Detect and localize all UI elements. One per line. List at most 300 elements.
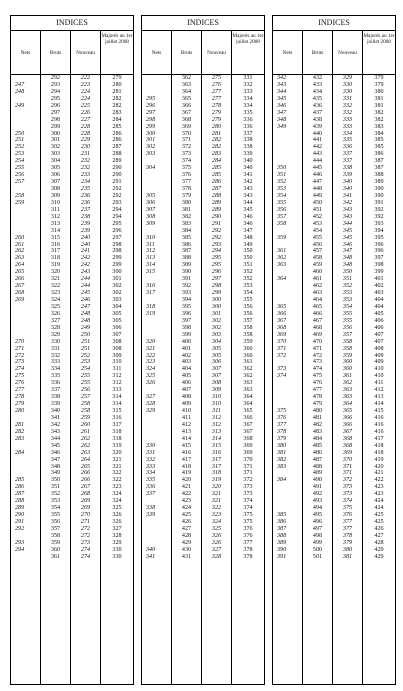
table-cell: 347 — [342, 248, 353, 255]
table-cell: 420 — [374, 463, 384, 470]
table-cell: 435 — [312, 95, 323, 102]
header-nouveau: Nouveau — [71, 31, 101, 74]
table-cell: 368 — [342, 435, 353, 442]
table-cell: 328 — [146, 401, 156, 408]
table-cell: 293 — [211, 241, 222, 248]
table-cell: 258 — [80, 408, 91, 414]
table-cell: 462 — [312, 283, 323, 290]
table-cell: 249 — [15, 102, 25, 109]
table-cell — [142, 75, 171, 82]
table-cell: 390 — [374, 192, 384, 199]
table-cell: 390 — [181, 269, 192, 276]
table-cell: 337 — [50, 387, 61, 394]
table-cell: 293 — [112, 199, 122, 206]
table-cell: 329 — [112, 539, 122, 546]
table-cell: 382 — [277, 456, 287, 463]
table-cell: 356 — [50, 519, 61, 525]
table-cell: 232 — [80, 165, 91, 172]
table-cell: 237 — [80, 206, 91, 213]
table-cell: 428 — [181, 532, 192, 539]
table-cell — [273, 359, 302, 366]
table-cell: 305 — [50, 165, 61, 172]
table-cell: 319 — [50, 262, 61, 269]
table-cell: 368 — [277, 324, 287, 331]
table-cell: 433 — [312, 81, 323, 88]
table-cell: 469 — [312, 331, 323, 338]
table-cell: 248 — [80, 310, 91, 317]
table-cell: 456 — [312, 241, 323, 248]
table-cell: 318 — [112, 428, 122, 435]
table-cell: 342 — [243, 179, 253, 186]
table-cell: 258 — [80, 401, 91, 408]
table-cell: 358 — [342, 345, 353, 352]
indices-table-group-1 — [10, 15, 134, 685]
table-cell — [273, 505, 302, 512]
table-cell: 299 — [112, 255, 122, 262]
table-cell: 399 — [181, 331, 192, 338]
table-cell: 409 — [374, 352, 384, 359]
table-cell: 346 — [243, 213, 253, 220]
table-cell: 324 — [112, 498, 122, 505]
table-cell: 330 — [112, 553, 122, 560]
table-cell: 471 — [312, 345, 323, 352]
table-cell: 294 — [112, 213, 122, 220]
table-cell: 302 — [50, 144, 61, 151]
table-body — [142, 75, 264, 685]
table-cell: 297 — [112, 234, 122, 241]
table-cell: 295 — [211, 255, 222, 262]
table-cell: 352 — [243, 269, 253, 276]
table-cell: 292 — [50, 75, 61, 81]
table-cell: 344 — [342, 220, 353, 227]
table-cell: 302 — [112, 290, 122, 297]
column-nets — [11, 75, 41, 685]
table-cell: 265 — [15, 269, 25, 276]
table-cell: 265 — [80, 463, 91, 470]
table-cell — [273, 491, 302, 498]
table-cell: 293 — [50, 81, 61, 88]
table-cell: 300 — [50, 130, 61, 137]
table-cell: 324 — [50, 297, 61, 303]
table-cell: 297 — [146, 109, 156, 116]
table-cell: 227 — [80, 116, 91, 123]
table-cell: 470 — [312, 338, 323, 345]
table-cell: 407 — [374, 338, 384, 345]
table-cell: 407 — [181, 387, 192, 394]
table-cell: 346 — [342, 241, 353, 248]
table-cell: 259 — [15, 199, 25, 206]
table-cell: 395 — [374, 234, 384, 241]
table-cell: 443 — [312, 151, 323, 158]
table-cell: 292 — [112, 186, 122, 192]
table-cell: 358 — [50, 532, 61, 539]
table-cell: 385 — [374, 144, 384, 151]
table-cell: 273 — [80, 539, 91, 546]
table-cell: 289 — [211, 199, 222, 206]
table-cell: 281 — [15, 421, 25, 428]
table-cell: 302 — [211, 317, 222, 324]
table-cell: 371 — [342, 463, 353, 470]
table-cell — [142, 332, 171, 339]
table-cell: 391 — [277, 553, 287, 560]
table-cell — [11, 311, 40, 318]
table-cell: 351 — [50, 484, 61, 491]
table-cell: 355 — [243, 297, 253, 303]
table-cell: 317 — [50, 248, 61, 255]
table-cell: 455 — [312, 234, 323, 241]
table-cell: 412 — [374, 387, 384, 394]
table-cell: 344 — [50, 435, 61, 442]
table-cell: 308 — [112, 338, 122, 345]
table-cell: 457 — [312, 248, 323, 255]
table-cell: 414 — [181, 435, 192, 442]
table-cell: 379 — [181, 192, 192, 199]
table-cell: 235 — [80, 186, 91, 192]
table-cell: 329 — [342, 75, 353, 81]
table-cell: 294 — [50, 88, 61, 95]
table-cell: 304 — [112, 303, 122, 310]
table-cell: 232 — [80, 158, 91, 165]
table-cell: 334 — [146, 470, 156, 477]
table-cell: 354 — [342, 303, 353, 310]
table-cell: 313 — [146, 255, 156, 262]
column-bruts — [303, 75, 333, 685]
table-cell: 431 — [181, 553, 192, 560]
table-cell: 421 — [181, 484, 192, 491]
table-cell: 330 — [342, 88, 353, 95]
table-cell: 410 — [181, 408, 192, 414]
table-cell: 481 — [312, 414, 323, 421]
table-cell: 388 — [277, 532, 287, 539]
table-cell — [273, 387, 302, 394]
table-cell — [11, 318, 40, 325]
table-cell: 376 — [243, 532, 253, 539]
table-cell: 495 — [312, 512, 323, 519]
table-cell — [142, 186, 171, 193]
table-cell: 252 — [15, 144, 25, 151]
table-cell: 243 — [80, 269, 91, 276]
table-cell: 413 — [374, 394, 384, 401]
table-cell: 284 — [211, 158, 222, 165]
table-cell: 372 — [342, 477, 353, 484]
table-cell: 254 — [15, 158, 25, 165]
table-cell: 335 — [146, 477, 156, 484]
table-cell: 363 — [243, 387, 253, 394]
table-cell — [142, 422, 171, 429]
table-cell: 276 — [15, 380, 25, 387]
table-cell: 395 — [181, 303, 192, 310]
table-cell: 226 — [80, 109, 91, 116]
table-cell: 250 — [80, 331, 91, 338]
table-cell: 385 — [277, 512, 287, 519]
table-cell — [11, 96, 40, 103]
table-cell: 358 — [342, 338, 353, 345]
table-cell: 374 — [277, 373, 287, 380]
table-cell — [273, 158, 302, 165]
table-cell: 351 — [243, 262, 253, 269]
table-cell: 482 — [312, 421, 323, 428]
table-cell: 375 — [243, 512, 253, 519]
table-cell: 450 — [312, 199, 323, 206]
table-cell: 277 — [211, 95, 222, 102]
table-cell — [273, 290, 302, 297]
table-cell: 373 — [181, 151, 192, 158]
column-nouveau — [202, 75, 232, 685]
table-cell: 402 — [374, 283, 384, 290]
table-cell: 416 — [181, 449, 192, 456]
table-cell: 373 — [277, 366, 287, 373]
table-cell: 404 — [374, 297, 384, 303]
table-cell — [273, 470, 302, 477]
table-cell — [273, 144, 302, 151]
table-cell: 240 — [80, 234, 91, 241]
table-cell: 348 — [342, 255, 353, 262]
table-cell: 364 — [277, 276, 287, 283]
table-cell: 446 — [312, 172, 323, 179]
table-cell: 327 — [112, 525, 122, 532]
table-cell: 288 — [211, 192, 222, 199]
table-cell: 312 — [50, 213, 61, 220]
table-cell: 454 — [312, 227, 323, 234]
table-cell: 379 — [342, 539, 353, 546]
table-cell — [142, 540, 171, 547]
table-cell: 354 — [277, 192, 287, 199]
table-cell: 268 — [80, 491, 91, 498]
table-cell: 425 — [181, 512, 192, 519]
table-cell: 388 — [181, 255, 192, 262]
table-cell: 346 — [243, 220, 253, 227]
table-cell — [11, 470, 40, 477]
table-cell — [273, 269, 302, 276]
table-cell: 487 — [312, 456, 323, 463]
table-cell: 295 — [50, 95, 61, 102]
table-cell: 251 — [80, 345, 91, 352]
table-cell: 304 — [50, 158, 61, 165]
table-cell — [11, 415, 40, 422]
table-cell: 373 — [243, 491, 253, 498]
table-cell: 316 — [112, 414, 122, 421]
table-cell: 279 — [112, 75, 122, 81]
table-cell: 287 — [112, 144, 122, 151]
table-cell: 315 — [50, 234, 61, 241]
table-cell: 336 — [146, 484, 156, 491]
table-cell: 318 — [211, 470, 222, 477]
table-cell: 377 — [342, 525, 353, 532]
table-cell: 480 — [312, 408, 323, 414]
table-cell: 364 — [342, 401, 353, 408]
table-cell: 310 — [211, 401, 222, 408]
table-cell: 316 — [50, 241, 61, 248]
table-cell: 425 — [374, 519, 384, 525]
table-cell: 336 — [243, 116, 253, 123]
table-cell: 421 — [374, 470, 384, 477]
table-cell: 419 — [374, 456, 384, 463]
table-cell: 282 — [211, 144, 222, 151]
table-cell: 343 — [342, 206, 353, 213]
table-cell: 401 — [181, 345, 192, 352]
table-cell: 357 — [342, 331, 353, 338]
table-cell: 370 — [277, 338, 287, 345]
table-cell: 369 — [342, 449, 353, 456]
table-cell: 501 — [312, 553, 323, 560]
table-cell: 266 — [80, 470, 91, 477]
table-cell: 448 — [312, 186, 323, 192]
table-cell: 279 — [15, 401, 25, 408]
table-cell: 439 — [312, 123, 323, 130]
table-cell: 368 — [181, 116, 192, 123]
table-cell: 411 — [182, 414, 191, 421]
table-cell: 400 — [181, 338, 192, 345]
table-cell: 365 — [277, 303, 287, 310]
table-cell: 349 — [50, 470, 61, 477]
table-cell: 336 — [243, 123, 253, 130]
table-cell: 278 — [211, 102, 222, 109]
table-cell: 438 — [312, 116, 323, 123]
table-cell: 324 — [146, 366, 156, 373]
table-cell: 423 — [374, 491, 384, 498]
table-cell: 295 — [211, 262, 222, 269]
table-cell: 328 — [112, 532, 122, 539]
table-cell: 390 — [374, 186, 384, 192]
table-cell: 474 — [312, 366, 323, 373]
table-cell: 353 — [243, 283, 253, 290]
table-cell: 291 — [211, 220, 222, 227]
table-cell: 314 — [112, 401, 122, 408]
table-cell: 322 — [112, 470, 122, 477]
table-cell: 257 — [15, 179, 25, 186]
table-cell: 345 — [342, 227, 353, 234]
table-cell — [142, 158, 171, 165]
table-cell: 336 — [50, 380, 61, 387]
table-cell: 347 — [243, 227, 253, 234]
table-cell: 297 — [50, 109, 61, 116]
table-cell — [11, 332, 40, 339]
table-cell — [11, 304, 40, 311]
table-cell: 304 — [211, 338, 222, 345]
table-cell: 271 — [15, 345, 25, 352]
table-cell: 337 — [342, 158, 353, 165]
table-cell: 327 — [50, 317, 61, 324]
table-cell: 261 — [80, 428, 91, 435]
table-cell: 320 — [146, 338, 156, 345]
table-cell: 351 — [342, 276, 353, 283]
table-cell: 321 — [112, 463, 122, 470]
table-cell: 342 — [277, 75, 287, 81]
table-cell: 380 — [342, 546, 353, 553]
table-cell: 426 — [374, 525, 384, 532]
header-nouveau: Nouveau — [202, 31, 232, 74]
table-cell: 285 — [15, 477, 25, 484]
table-cell: 300 — [146, 130, 156, 137]
table-cell: 393 — [181, 290, 192, 297]
table-cell: 244 — [80, 276, 91, 283]
table-cell: 426 — [181, 519, 192, 525]
table-cell: 307 — [112, 331, 122, 338]
table-cell: 348 — [50, 463, 61, 470]
table-cell: 416 — [374, 421, 384, 428]
table-cell: 379 — [374, 81, 384, 88]
table-cell: 291 — [15, 519, 25, 525]
table-cell: 429 — [374, 546, 384, 553]
table-cell: 338 — [243, 137, 253, 144]
table-cell: 370 — [243, 456, 253, 463]
table-cell: 255 — [15, 165, 25, 172]
table-cell: 293 — [15, 539, 25, 546]
table-cell: 352 — [50, 491, 61, 498]
table-cell: 323 — [146, 359, 156, 366]
table-cell: 405 — [374, 310, 384, 317]
table-cell: 333 — [243, 88, 253, 95]
table-cell: 389 — [277, 539, 287, 546]
table-cell: 285 — [112, 123, 122, 130]
table-cell: 354 — [243, 290, 253, 297]
table-cell — [142, 415, 171, 422]
table-cell: 340 — [50, 408, 61, 414]
table-cell: 325 — [50, 303, 61, 310]
table-cell: 339 — [50, 401, 61, 408]
table-cell: 334 — [243, 102, 253, 109]
table-cell: 296 — [112, 227, 122, 234]
table-cell: 296 — [211, 269, 222, 276]
table-cell: 397 — [181, 317, 192, 324]
table-cell: 376 — [181, 172, 192, 179]
column-nets — [142, 75, 172, 685]
header-bruts: Bruts — [41, 31, 71, 74]
table-cell: 394 — [374, 227, 384, 234]
table-cell: 427 — [181, 525, 192, 532]
table-cell: 337 — [243, 130, 253, 137]
table-cell: 352 — [342, 283, 353, 290]
table-cell — [11, 207, 40, 214]
table-cell: 266 — [80, 477, 91, 484]
table-cell — [11, 443, 40, 450]
table-cell: 406 — [181, 380, 192, 387]
table-cell: 261 — [15, 241, 25, 248]
table-cell: 429 — [181, 539, 192, 546]
table-cell: 434 — [312, 88, 323, 95]
table-cell: 449 — [312, 192, 323, 199]
table-cell: 313 — [211, 428, 222, 435]
table-cell: 322 — [211, 505, 222, 512]
table-cell: 396 — [181, 310, 192, 317]
table-cell: 374 — [243, 498, 253, 505]
table-cell: 312 — [112, 373, 122, 380]
table-cell: 371 — [243, 463, 253, 470]
table-cell: 260 — [80, 421, 91, 428]
table-cell: 324 — [112, 491, 122, 498]
table-cell: 407 — [374, 331, 384, 338]
table-cell: 485 — [312, 442, 323, 449]
table-cell: 359 — [50, 539, 61, 546]
table-cell: 289 — [15, 505, 25, 512]
table-cell: 300 — [112, 269, 122, 276]
header-majores: Majorés au 1er juillet 2008 — [363, 33, 395, 45]
table-cell: 314 — [112, 394, 122, 401]
header-majores: Majorés au 1er juillet 2008 — [101, 33, 133, 45]
table-cell: 331 — [50, 345, 61, 352]
table-cell: 291 — [112, 179, 122, 186]
table-cell: 301 — [211, 310, 222, 317]
table-cell: 274 — [80, 546, 91, 553]
table-cell: 343 — [243, 192, 253, 199]
table-cell: 414 — [374, 401, 384, 408]
table-cell: 326 — [211, 539, 222, 546]
table-cell: 363 — [342, 394, 353, 401]
table-cell: 377 — [342, 519, 353, 525]
table-cell: 333 — [342, 123, 353, 130]
table-cell — [142, 526, 171, 533]
table-cell: 386 — [374, 151, 384, 158]
